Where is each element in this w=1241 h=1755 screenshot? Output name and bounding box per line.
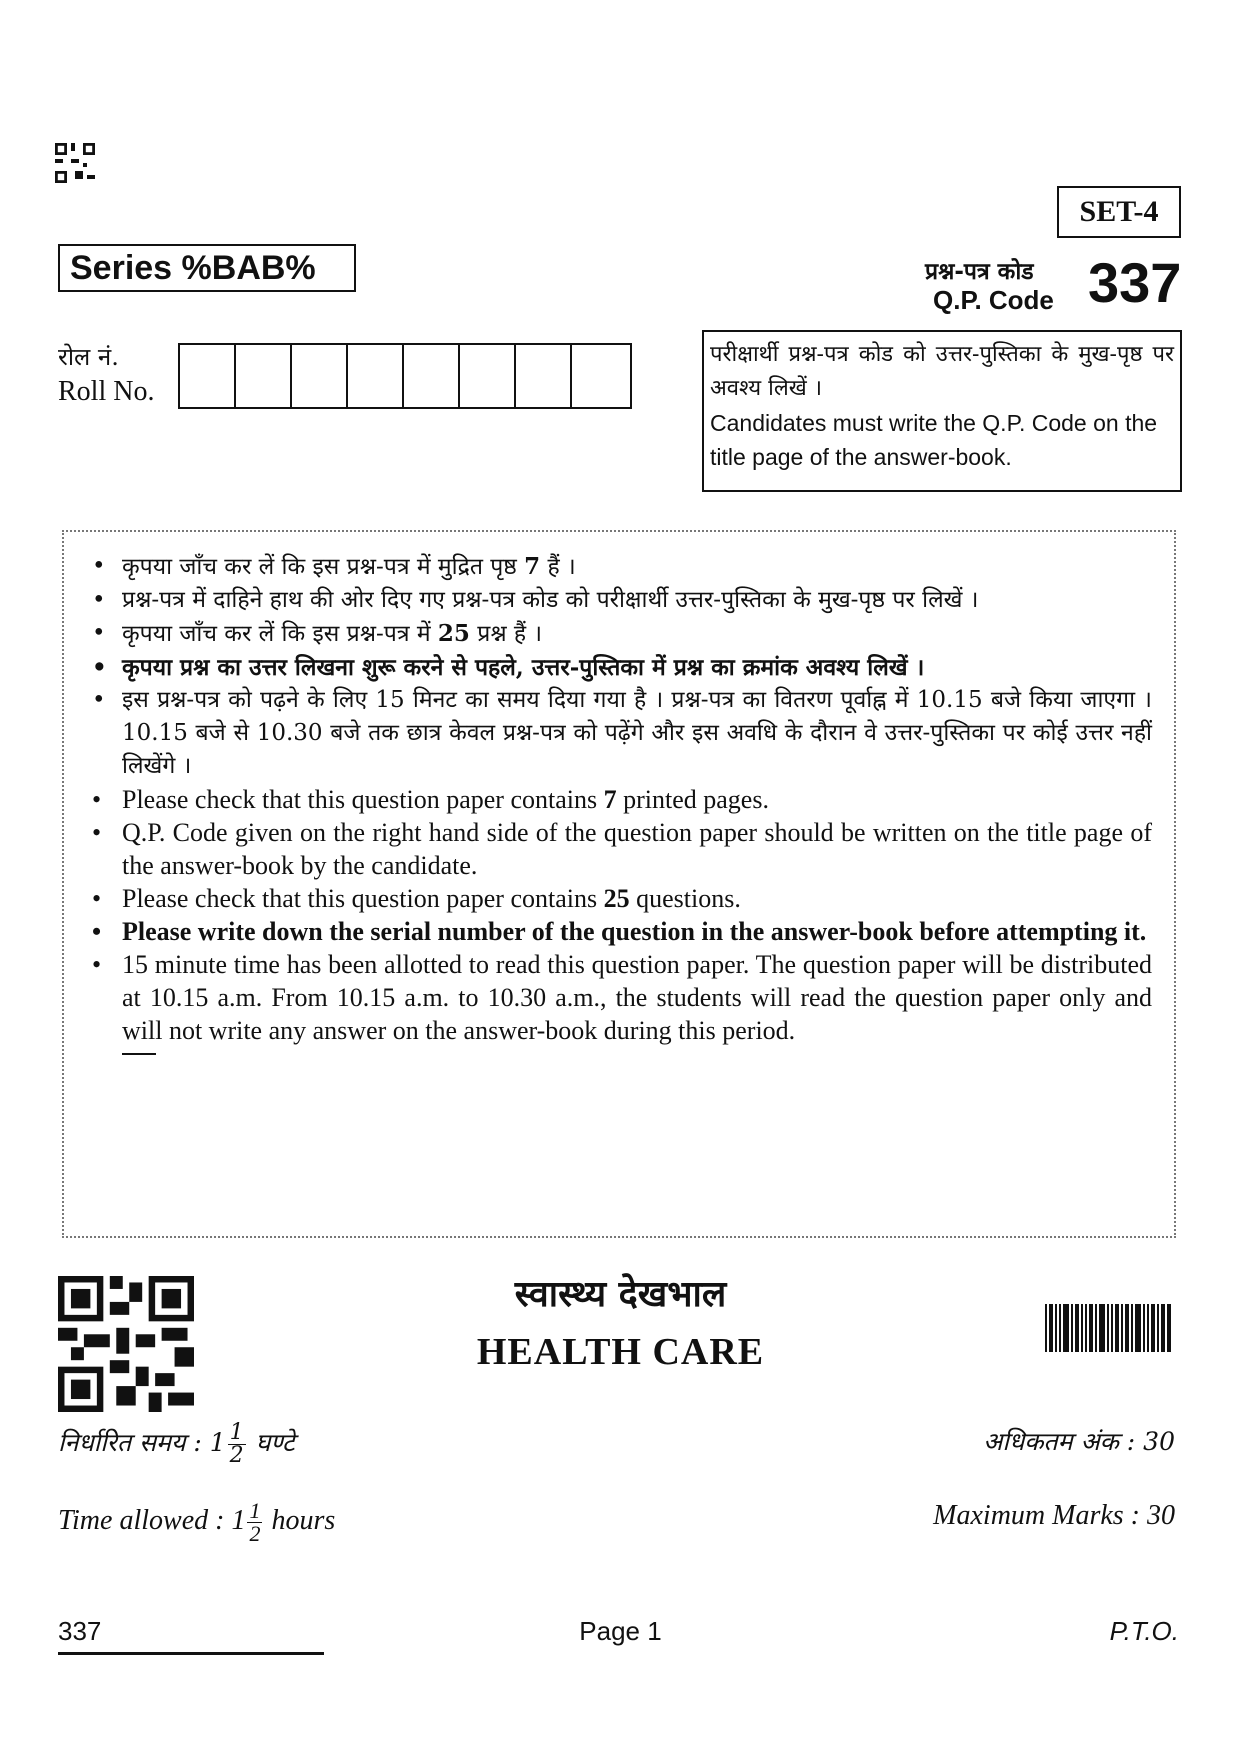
maximum-marks: Maximum Marks : 30 bbox=[933, 1500, 1175, 1531]
instruction-item: • कृपया प्रश्न का उत्तर लिखना शुरू करने से पहले, उत्तर-पुस्तिका में प्रश्न का क्रमांक अवश्य लिखें । bbox=[86, 651, 1152, 684]
instruction-item: • कृपया जाँच कर लें कि इस प्रश्न-पत्र में 25 प्रश्न हैं । bbox=[86, 617, 1152, 651]
roll-cell[interactable] bbox=[236, 345, 292, 407]
qp-code-value: 337 bbox=[1088, 251, 1182, 314]
pto-label: P.T.O. bbox=[1109, 1616, 1179, 1646]
roll-cell[interactable] bbox=[180, 345, 236, 407]
end-dash bbox=[122, 1053, 156, 1055]
roll-cell[interactable] bbox=[292, 345, 348, 407]
subject-title-hindi: स्वास्थ्य देखभाल bbox=[514, 1273, 727, 1315]
roll-cell[interactable] bbox=[348, 345, 404, 407]
roll-number-grid[interactable] bbox=[178, 343, 632, 409]
qp-code-label-hindi: प्रश्न-पत्र कोड bbox=[925, 259, 1034, 285]
instruction-item: • Please check that this question paper contains 7 printed pages. bbox=[86, 783, 1152, 816]
page-number: Page 1 bbox=[579, 1616, 662, 1646]
roll-label: Roll No. bbox=[58, 376, 155, 407]
set-label-box bbox=[1057, 186, 1181, 238]
candidate-note-box bbox=[702, 330, 1182, 492]
series-label-box bbox=[58, 244, 356, 292]
barcode-icon bbox=[1045, 1304, 1171, 1352]
time-allowed: Time allowed : 1 $\frac{1}{2}$ hours bbox=[58, 1498, 336, 1546]
subject-title: HEALTH CARE bbox=[476, 1331, 765, 1373]
qr-code-small-icon bbox=[55, 143, 95, 183]
qp-code-label: Q.P. Code bbox=[933, 285, 1054, 315]
roll-cell[interactable] bbox=[572, 345, 630, 407]
roll-label-hindi: रोल नं. bbox=[58, 343, 119, 371]
maximum-marks-hindi: अधिकतम अंक : 30 bbox=[983, 1427, 1175, 1456]
instruction-item: • Please check that this question paper contains 25 questions. bbox=[86, 882, 1152, 915]
footer-rule bbox=[58, 1652, 324, 1655]
instructions-panel bbox=[62, 530, 1176, 1238]
instruction-item: • Q.P. Code given on the right hand side of the question paper should be written on the title page of the answer-book by the candidate. bbox=[86, 816, 1152, 882]
instruction-item: • कृपया जाँच कर लें कि इस प्रश्न-पत्र में मुद्रित पृष्ठ 7 हैं । bbox=[86, 550, 1152, 584]
fraction-half: $\frac{1}{2}$ bbox=[229, 1420, 244, 1468]
set-label: SET-4 bbox=[1079, 195, 1159, 228]
roll-cell[interactable] bbox=[404, 345, 460, 407]
series-label: Series %BAB% bbox=[70, 248, 316, 287]
time-allowed-hindi: निर्धारित समय : 1 $\frac{1}{2}$ घण्टे bbox=[58, 1420, 295, 1468]
footer-code: 337 bbox=[58, 1616, 102, 1646]
roll-cell[interactable] bbox=[460, 345, 516, 407]
instruction-item: • प्रश्न-पत्र में दाहिने हाथ की ओर दिए गए प्रश्न-पत्र कोड को परीक्षार्थी उत्तर-पुस्तिका के मुख-पृष्ठ पर लिखें । bbox=[86, 584, 1152, 617]
roll-cell[interactable] bbox=[516, 345, 572, 407]
instruction-item: • 15 minute time has been allotted to read this question paper. The question paper will be distributed at 10.15 a.m. From 10.15 a.m. to 10.30 a.m., the students will read the question paper only and will not write any answer on the answer-book during this period. bbox=[86, 948, 1152, 1047]
instruction-item: • इस प्रश्न-पत्र को पढ़ने के लिए 15 मिनट का समय दिया गया है । प्रश्न-पत्र का वितरण पूर्वाह्न में 10.15 बजे किया जाएगा । 10.15 बजे से 10.30 बजे तक छात्र केवल प्रश्न-पत्र को पढ़ेंगे और इस अवधि के दौरान वे उत्तर-पुस्तिका पर कोई उत्तर नहीं लिखेंगे । bbox=[86, 684, 1152, 783]
candidate-note: Candidates must write the Q.P. Code on the title page of the answer-book. bbox=[710, 410, 1158, 470]
candidate-note-hindi: परीक्षार्थी प्रश्न-पत्र कोड को उत्तर-पुस्तिका के मुख-पृष्ठ पर अवश्य लिखें । bbox=[710, 342, 1174, 401]
instruction-item: • Please write down the serial number of the question in the answer-book before attempting it. bbox=[86, 915, 1152, 948]
fraction-half: $\frac{1}{2}$ bbox=[249, 1498, 261, 1546]
